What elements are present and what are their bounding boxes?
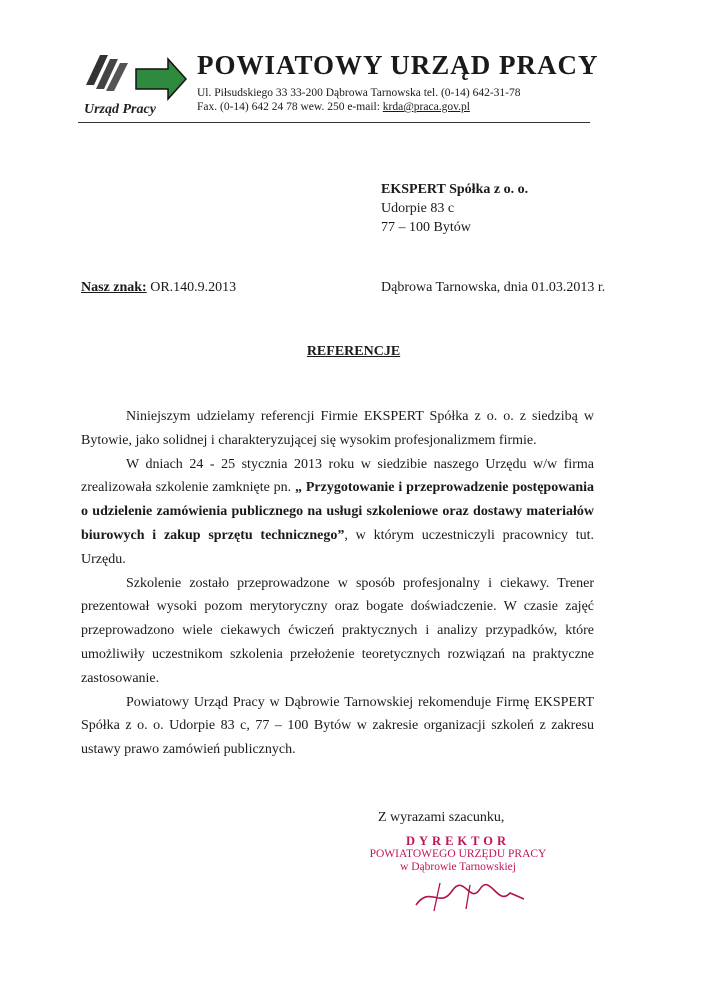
paragraph-4: Powiatowy Urząd Pracy w Dąbrowie Tarnowskiej rekomenduje Firmę EKSPERT Spółka z o. o. Udorpie 83 c, 77 – 100 Bytów w zakresie organizacji szkoleń z zakresu ustawy prawo zamówień publicznych. xyxy=(81,694,594,758)
paragraph-1: Niniejszym udzielamy referencji Firmie EKSPERT Spółka z o. o. z siedzibą w Bytowie, jako solidnej i charakteryzującej się wysokim profesjonalizmem firmie. xyxy=(81,409,594,448)
logo-text: Urząd Pracy xyxy=(84,102,156,117)
fax-text: Fax. (0-14) 642 24 78 wew. 250 e-mail: xyxy=(197,101,383,113)
paragraph-2-intro: W dniach 24 - 25 stycznia 2013 roku w siedzibie naszego Urzędu w/w firma zrealizowała szkolenie zamknięte pn. xyxy=(81,456,594,496)
organization-address xyxy=(197,86,521,114)
recipient-city: 77 – 100 Bytów xyxy=(381,220,471,235)
reference-value: OR.140.9.2013 xyxy=(146,280,237,295)
training-name: „ Przygotowanie i przeprowadzenie postępowania o udzielenie zamówienia publicznego na usługi szkoleniowe oraz dostawy materiałów biurowych i zakup sprzętu technicznego” xyxy=(81,480,595,543)
address-line: Ul. Piłsudskiego 33 33-200 Dąbrowa Tarnowska tel. (0-14) 642-31-78 xyxy=(197,87,521,99)
reference-label: Nasz znak: xyxy=(81,280,147,295)
closing-phrase: Z wyrazami szacunku, xyxy=(378,810,505,825)
office-logo xyxy=(78,47,190,123)
reference-number xyxy=(81,280,236,296)
email-link[interactable]: krda@praca.gov.pl xyxy=(382,101,470,113)
recipient-block xyxy=(381,180,528,237)
paragraph-3: Szkolenie zostało przeprowadzone w sposób profesjonalny i ciekawy. Trener prezentował wysoki pozom merytoryczny oraz bogate doświadczenie. W czasie zajęć przeprowadzono wiele ciekawych ćwiczeń praktycznych i analizy przypadków, które umożliwiły uczestnikom szkolenia przełożenie teoretycznych rozwiązań na praktyczne zastosowanie. xyxy=(81,575,594,686)
stamp-title: DYREKTOR xyxy=(405,834,510,848)
contact-line xyxy=(197,100,521,114)
paragraph-2-end: , w którym uczestniczyli pracownicy tut. Urzędu. xyxy=(81,527,594,567)
recipient-street: Udorpie 83 c xyxy=(381,201,455,216)
header-divider xyxy=(78,122,590,123)
director-stamp xyxy=(368,835,548,874)
stamp-office: POWIATOWEGO URZĘDU PRACY xyxy=(369,848,547,860)
organization-name: POWIATOWY URZĄD PRACY xyxy=(197,50,599,80)
handwritten-signature xyxy=(410,875,530,915)
place-and-date: Dąbrowa Tarnowska, dnia 01.03.2013 r. xyxy=(381,280,606,295)
letter-title: REFERENCJE xyxy=(306,344,401,359)
stamp-location: w Dąbrowie Tarnowskiej xyxy=(400,861,516,873)
letter-body xyxy=(81,405,594,762)
recipient-name: EKSPERT Spółka z o. o. xyxy=(381,182,529,197)
paragraph-2 xyxy=(81,453,594,572)
